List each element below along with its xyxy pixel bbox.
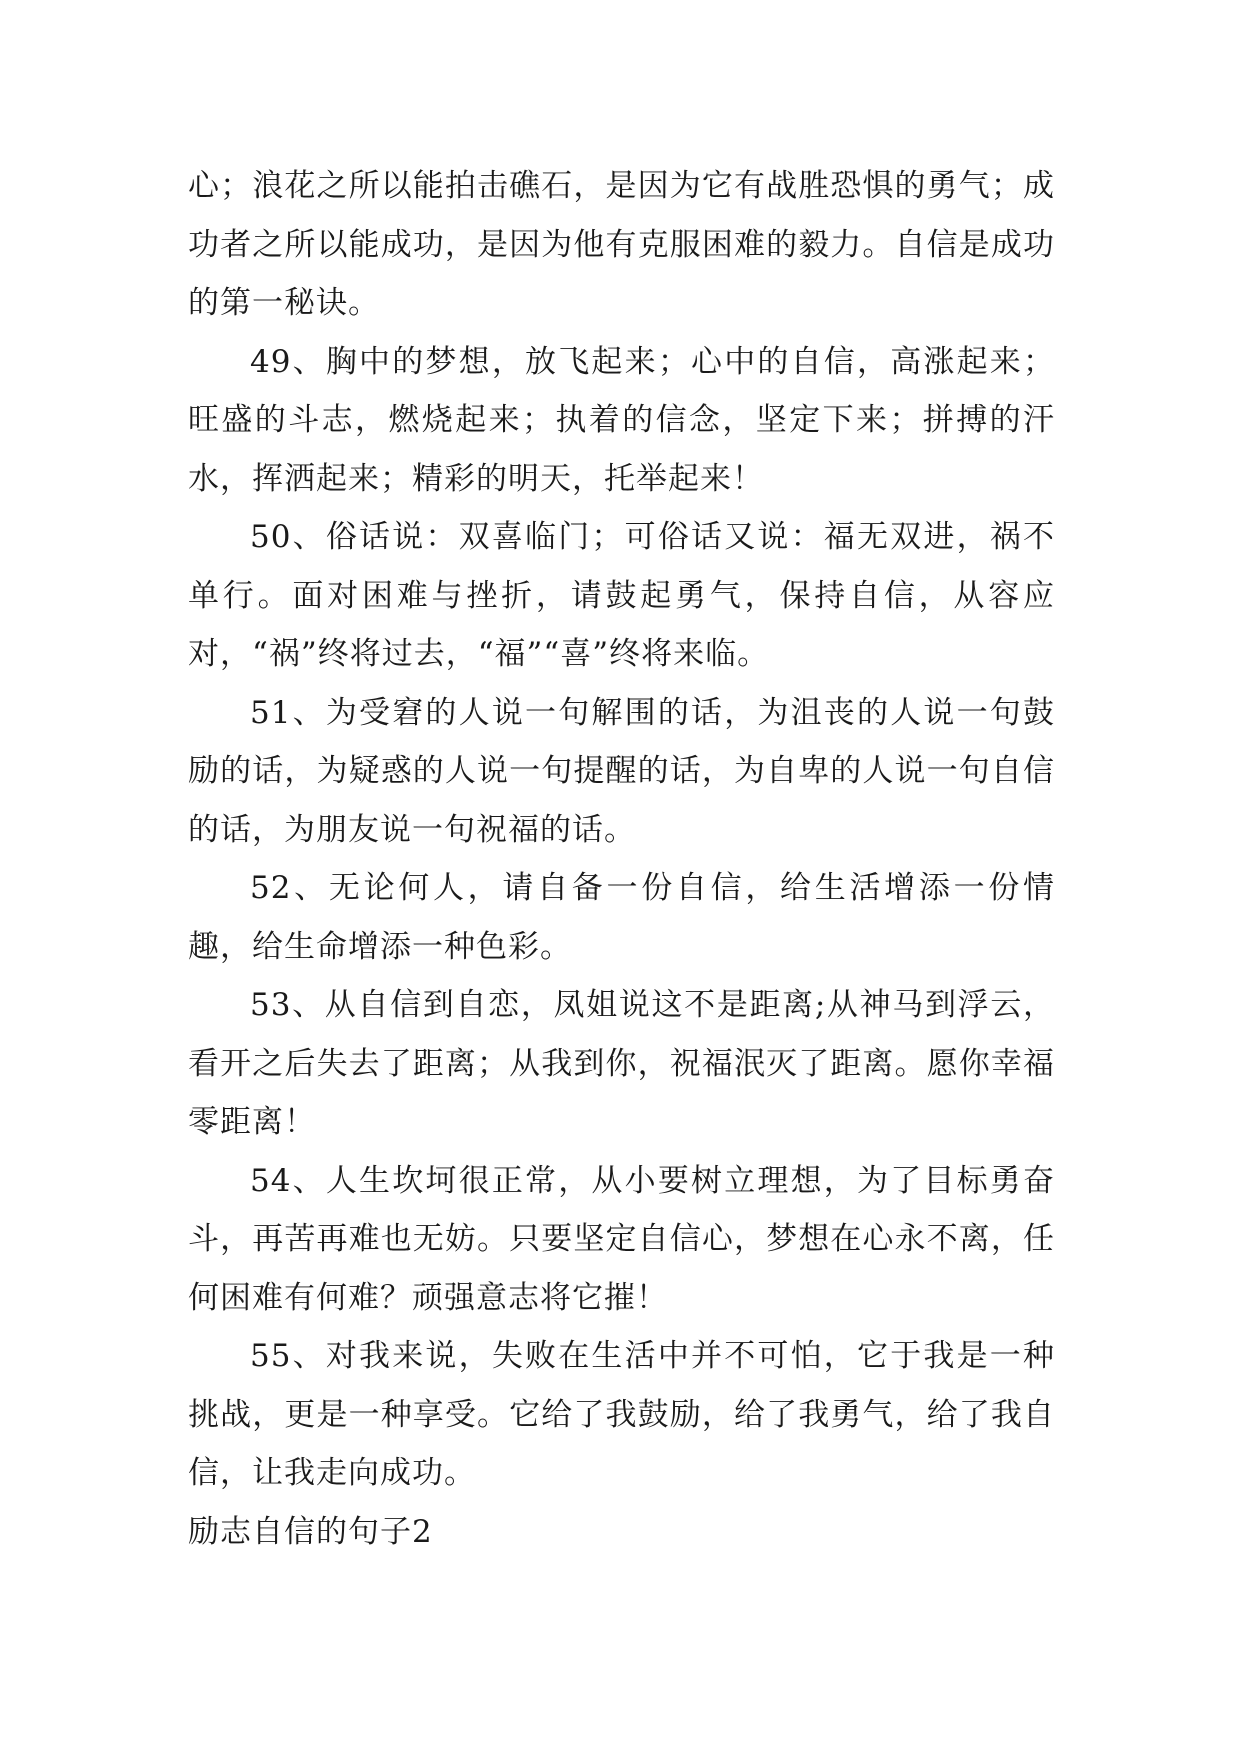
paragraph-55: 55、对我来说，失败在生活中并不可怕，它于我是一种挑战，更是一种享受。它给了我鼓励，给了我勇气，给了我自信，让我走向成功。 <box>188 1338 1055 1491</box>
paragraph-49: 49、胸中的梦想，放飞起来；心中的自信，高涨起来；旺盛的斗志，燃烧起来；执着的信念，坚定下来；拼搏的汗水，挥洒起来；精彩的明天，托举起来！ <box>188 343 1055 497</box>
paragraph-54: 54、人生坎坷很正常，从小要树立理想，为了目标勇奋斗，再苦再难也无妨。只要坚定自信心，梦想在心永不离，任何困难有何难？顽强意志将它摧！ <box>188 1162 1055 1316</box>
document-body <box>188 157 1055 1561</box>
section-heading: 励志自信的句子2 <box>188 1513 433 1550</box>
paragraph-52: 52、无论何人，请自备一份自信，给生活增添一份情趣，给生命增添一种色彩。 <box>188 870 1055 965</box>
paragraph-53: 53、从自信到自恋，凤姐说这不是距离;从神马到浮云，看开之后失去了距离；从我到你，祝福泯灭了距离。愿你幸福零距离！ <box>188 987 1055 1140</box>
paragraph-50: 50、俗话说：双喜临门；可俗话又说：福无双进，祸不单行。面对困难与挫折，请鼓起勇气，保持自信，从容应对，“祸”终将过去，“福”“喜”终将来临。 <box>188 519 1055 672</box>
paragraph-51: 51、为受窘的人说一句解围的话，为沮丧的人说一句鼓励的话，为疑惑的人说一句提醒的话，为自卑的人说一句自信的话，为朋友说一句祝福的话。 <box>188 694 1055 848</box>
paragraph-continued: 心；浪花之所以能拍击礁石，是因为它有战胜恐惧的勇气；成功者之所以能成功，是因为他有克服困难的毅力。自信是成功的第一秘诀。 <box>188 168 1055 321</box>
